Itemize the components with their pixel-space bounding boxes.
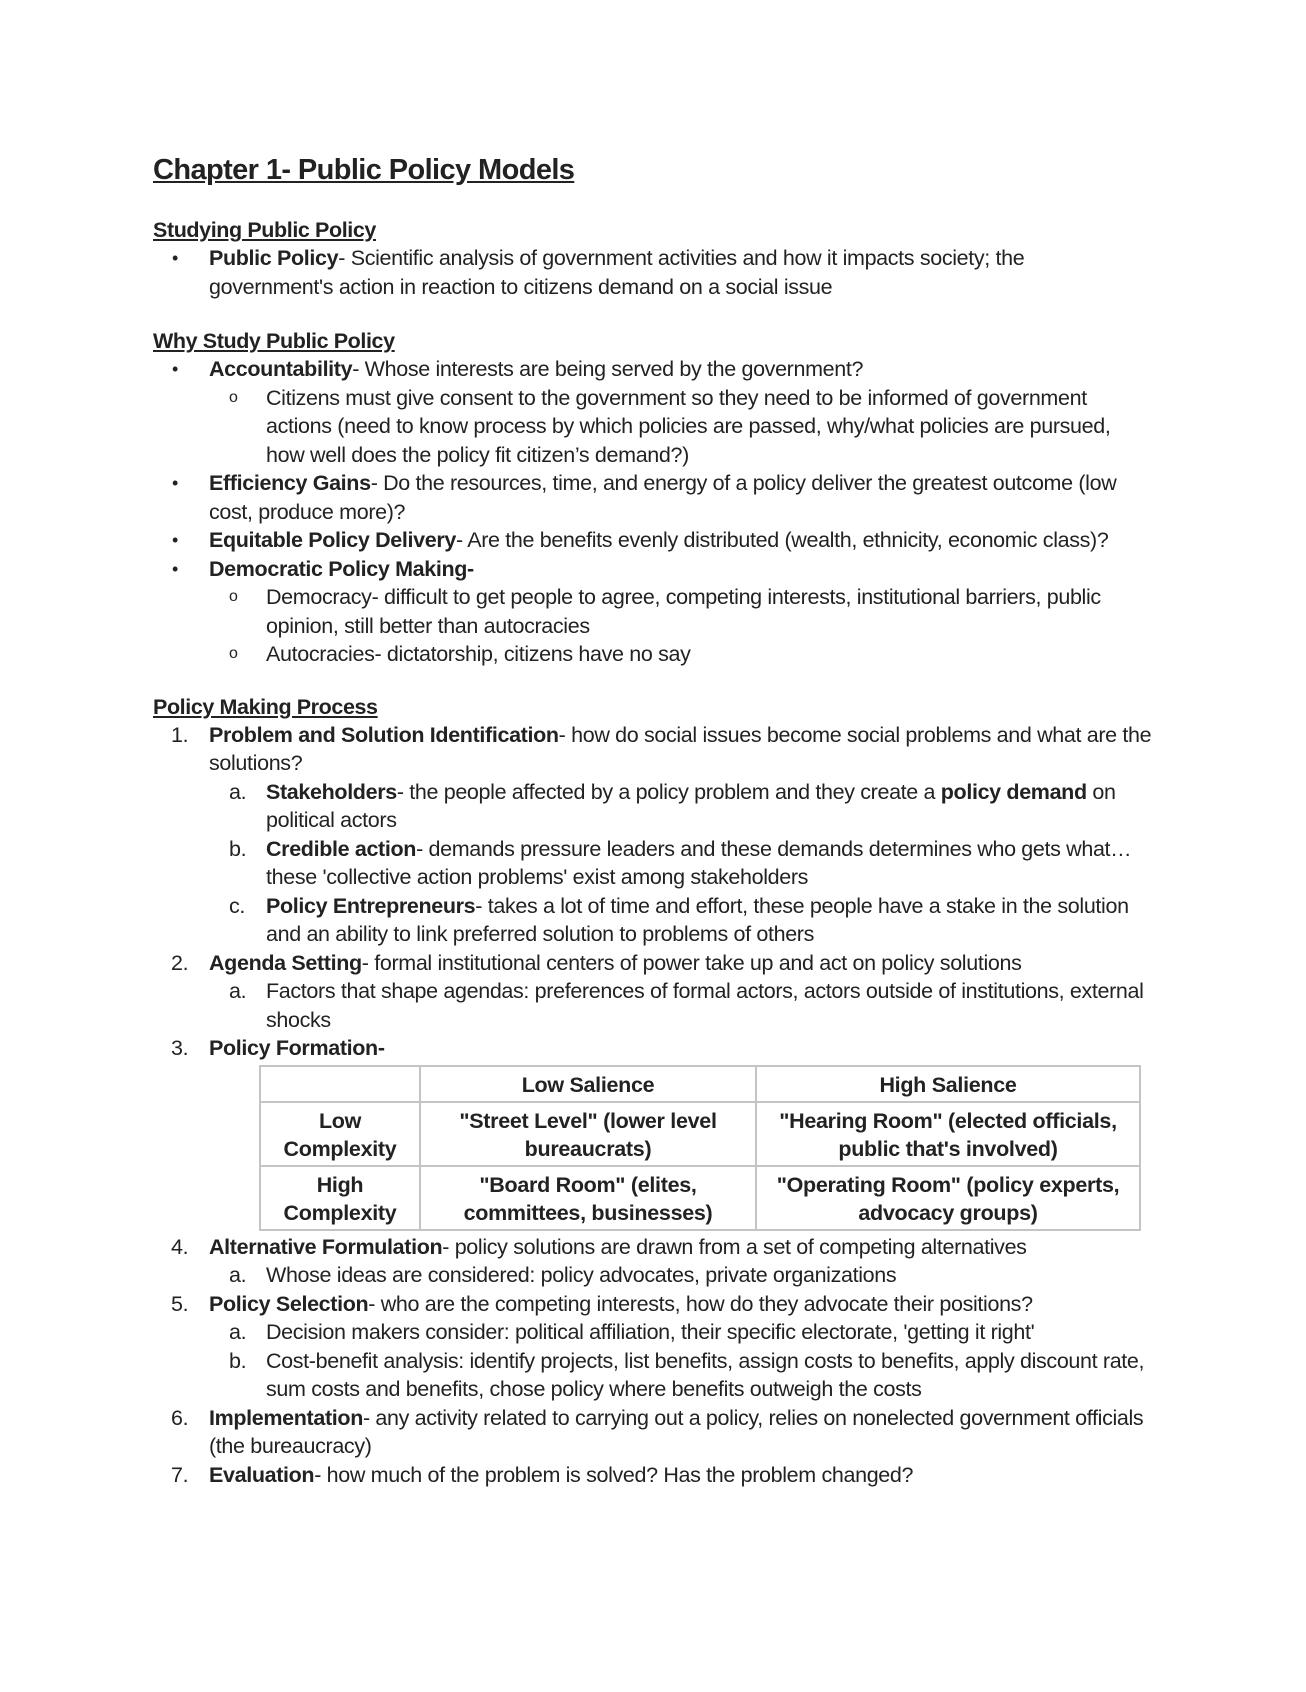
item-number: 1. (171, 722, 189, 747)
term: Policy Formation- (209, 1036, 385, 1060)
term: Agenda Setting (209, 950, 362, 975)
numbered-item (153, 1290, 1153, 1319)
table-cell: "Board Room" (elites, committees, businesses) (420, 1166, 756, 1230)
section-heading-process: Policy Making Process (153, 694, 378, 719)
sub-list-item (153, 384, 1153, 470)
sub-item-text: Decision makers consider: political affiliation, their specific electorate, 'getting it right' (266, 1320, 1035, 1344)
lettered-item (153, 977, 1153, 1034)
definition: - how much of the problem is solved? Has the problem changed? (314, 1462, 914, 1487)
numbered-item (153, 949, 1153, 978)
numbered-item (153, 1233, 1153, 1262)
definition: - the people affected by a policy problem and they create a (396, 779, 941, 804)
table-cell: "Hearing Room" (elected officials, public that's involved) (756, 1102, 1140, 1166)
term: Problem and Solution Identification (209, 722, 559, 747)
lettered-item (153, 892, 1153, 949)
table-row (260, 1166, 1140, 1230)
policy-formation-matrix (259, 1065, 1141, 1231)
section-heading-why: Why Study Public Policy (153, 329, 395, 353)
column-header: Low Salience (420, 1066, 756, 1102)
table-row (260, 1102, 1140, 1166)
lettered-item (153, 1318, 1153, 1347)
definition: on political actors (266, 779, 1116, 832)
term: Evaluation (209, 1462, 315, 1487)
row-header: High Complexity (260, 1166, 420, 1230)
bullet-marker: • (172, 248, 178, 268)
sub-bullet-marker: o (229, 588, 238, 605)
term: Credible action (266, 836, 417, 861)
list-item (153, 555, 1153, 584)
item-letter: b. (229, 1348, 247, 1373)
bullet-marker: • (172, 558, 178, 579)
definition: - policy solutions are drawn from a set of competing alternatives (442, 1234, 1027, 1259)
item-letter: c. (229, 893, 246, 918)
list-item (153, 526, 1153, 555)
definition: - Scientific analysis of government activities and how it impacts society; the government's action in reaction to citizens demand on a social issue (209, 246, 1025, 299)
document-page (153, 150, 1153, 1489)
sub-bullet-marker: o (229, 388, 238, 406)
definition: - formal institutional centers of power take up and act on policy solutions (361, 950, 1022, 975)
item-letter: a. (229, 779, 247, 804)
sub-item-text: Cost-benefit analysis: identify projects, list benefits, assign costs to benefits, apply discount rate, sum costs and benefits, chose policy where benefits outweigh the costs (266, 1348, 1145, 1401)
list-item (153, 244, 1153, 301)
item-letter: a. (229, 1320, 247, 1344)
bullet-marker: • (172, 530, 178, 550)
bullet-marker: • (172, 359, 178, 379)
item-number: 4. (171, 1234, 189, 1259)
list-item (153, 355, 1153, 384)
sub-list-item (153, 640, 1153, 669)
column-header: High Salience (756, 1066, 1140, 1102)
term: Democratic Policy Making- (209, 556, 474, 581)
item-letter: b. (229, 836, 247, 861)
bullet-marker: • (172, 473, 178, 493)
numbered-item (153, 721, 1153, 778)
numbered-item (153, 1461, 1153, 1490)
item-number: 6. (171, 1405, 189, 1430)
numbered-item (153, 1404, 1153, 1461)
sub-bullet-marker: o (229, 645, 238, 662)
item-letter: a. (229, 1263, 247, 1287)
definition: - Whose interests are being served by the government? (352, 357, 864, 381)
table-cell: "Street Level" (lower level bureaucrats) (420, 1102, 756, 1166)
lettered-item (153, 1261, 1153, 1290)
definition: - demands pressure leaders and these demands determines who gets what… these 'collective action problems' exist among stakeholders (266, 836, 1132, 889)
definition: - Are the benefits evenly distributed (wealth, ethnicity, economic class)? (455, 528, 1109, 552)
definition: - who are the competing interests, how do they advocate their positions? (368, 1291, 1033, 1316)
sub-item-text: Whose ideas are considered: policy advocates, private organizations (266, 1263, 897, 1287)
table-cell: "Operating Room" (policy experts, advocacy groups) (756, 1166, 1140, 1230)
sub-item-text: Factors that shape agendas: preferences of formal actors, actors outside of institutions, external shocks (266, 979, 1144, 1032)
term: Efficiency Gains (209, 471, 371, 495)
definition: - how do social issues become social problems and what are the solutions? (209, 722, 1152, 775)
table-header-row (260, 1066, 1140, 1102)
definition: - Do the resources, time, and energy of a policy deliver the greatest outcome (low cost, produce more)? (209, 471, 1117, 524)
item-letter: a. (229, 979, 247, 1003)
sub-item-text: Citizens must give consent to the government so they need to be informed of government actions (need to know process by which policies are passed, why/what policies are pursued, how well does the policy fit citizen’s demand?) (266, 385, 1111, 467)
section-heading-studying: Studying Public Policy (153, 218, 376, 242)
term: Equitable Policy Delivery (209, 528, 456, 552)
numbered-item (153, 1034, 1153, 1063)
item-number: 7. (171, 1462, 189, 1487)
bold-phrase: policy demand (940, 779, 1087, 804)
item-number: 2. (171, 950, 189, 975)
lettered-item (153, 1347, 1153, 1404)
sub-list-item (153, 583, 1153, 640)
item-number: 3. (171, 1036, 189, 1060)
table-corner-cell (260, 1066, 420, 1102)
list-item (153, 469, 1153, 526)
term: Policy Entrepreneurs (266, 893, 476, 918)
item-number: 5. (171, 1291, 189, 1316)
term: Stakeholders (266, 779, 397, 804)
page-title: Chapter 1- Public Policy Models (153, 154, 575, 186)
term: Implementation (209, 1405, 363, 1430)
term: Alternative Formulation (209, 1234, 443, 1259)
lettered-item (153, 778, 1153, 835)
term: Policy Selection (209, 1291, 369, 1316)
row-header: Low Complexity (260, 1102, 420, 1166)
definition: - takes a lot of time and effort, these people have a stake in the solution and an ability to link preferred solution to problems of others (266, 893, 1129, 946)
term: Accountability (209, 357, 353, 381)
term: Public Policy (209, 246, 339, 270)
sub-item-text: Autocracies- dictatorship, citizens have no say (266, 642, 691, 666)
sub-item-text: Democracy- difficult to get people to agree, competing interests, institutional barriers, public opinion, still better than autocracies (266, 585, 1101, 638)
definition: - any activity related to carrying out a policy, relies on nonelected government officials (the bureaucracy) (209, 1405, 1144, 1458)
lettered-item (153, 835, 1153, 892)
